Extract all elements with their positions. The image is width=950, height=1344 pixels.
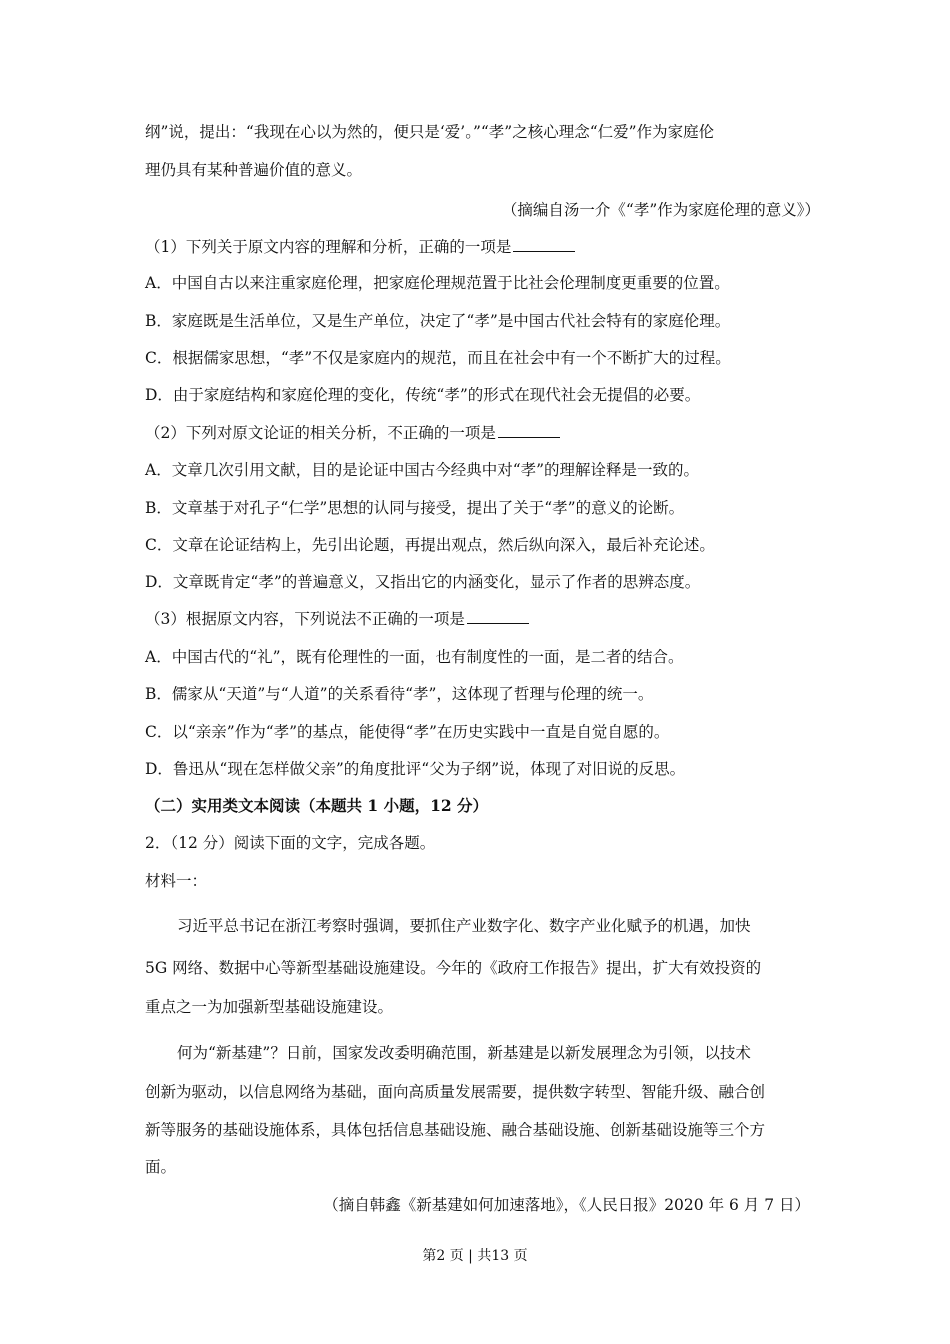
option-c: C．文章在论证结构上，先引出论题，再提出观点，然后纵向深入，最后补充论述。 xyxy=(145,536,715,554)
page-footer: 第2 页 | 共13 页 xyxy=(422,1248,528,1264)
paragraph-line: 重点之一为加强新型基础设施建设。 xyxy=(145,998,394,1016)
question-stem: （2）下列对原文论证的相关分析，不正确的一项是 xyxy=(145,423,560,443)
option-d: D．文章既肯定“孝”的普遍意义，又指出它的内涵变化，显示了作者的思辨态度。 xyxy=(145,573,701,591)
paragraph-line: 创新为驱动，以信息网络为基础，面向高质量发展需要，提供数字转型、智能升级、融合创 xyxy=(145,1083,766,1101)
option-b: B．家庭既是生活单位，又是生产单位，决定了“孝”是中国古代社会特有的家庭伦理。 xyxy=(145,312,731,330)
option-c: C．根据儒家思想，“孝”不仅是家庭内的规范，而且在社会中有一个不断扩大的过程。 xyxy=(145,349,731,367)
paragraph-line: 习近平总书记在浙江考察时强调，要抓住产业数字化、数字产业化赋予的机遇，加快 xyxy=(177,917,751,935)
option-a: A．中国古代的“礼”，既有伦理性的一面，也有制度性的一面，是二者的结合。 xyxy=(145,648,684,666)
paragraph-line: 何为“新基建”？日前，国家发改委明确范围，新基建是以新发展理念为引领，以技术 xyxy=(177,1044,751,1062)
option-a: A．中国自古以来注重家庭伦理，把家庭伦理规范置于比社会伦理制度更重要的位置。 xyxy=(145,274,730,292)
passage-line: 纲”说，提出：“我现在心以为然的，便只是‘爱’。”“孝”之核心理念“仁爱”作为家庭伦 xyxy=(145,123,715,141)
option-b: B．儒家从“天道”与“人道”的关系看待“孝”，这体现了哲理与伦理的统一。 xyxy=(145,685,654,703)
option-a: A．文章几次引用文献，目的是论证中国古今经典中对“孝”的理解诠释是一致的。 xyxy=(145,461,700,479)
answer-blank[interactable] xyxy=(513,237,575,252)
option-d: D．鲁迅从“现在怎样做父亲”的角度批评“父为子纲”说，体现了对旧说的反思。 xyxy=(145,760,686,778)
answer-blank[interactable] xyxy=(467,609,529,624)
option-d: D．由于家庭结构和家庭伦理的变化，传统“孝”的形式在现代社会无提倡的必要。 xyxy=(145,386,701,404)
paragraph-line: 5G 网络、数据中心等新型基础设施建设。今年的《政府工作报告》提出，扩大有效投资的 xyxy=(145,959,762,977)
paragraph-line: 面。 xyxy=(145,1158,177,1176)
option-c: C．以“亲亲”作为“孝”的基点，能使得“孝”在历史实践中一直是自觉自愿的。 xyxy=(145,723,670,741)
paragraph-line: 新等服务的基础设施体系，具体包括信息基础设施、融合基础设施、创新基础设施等三个方 xyxy=(145,1121,766,1139)
section-heading: （二）实用类文本阅读（本题共 1 小题，12 分） xyxy=(145,796,489,815)
question-intro: 2．（12 分）阅读下面的文字，完成各题。 xyxy=(145,834,436,852)
passage-source: （摘编自汤一介《“孝”作为家庭伦理的意义》） xyxy=(501,201,820,219)
question-stem: （3）根据原文内容，下列说法不正确的一项是 xyxy=(145,609,529,629)
material-source: （摘自韩鑫《新基建如何加速落地》，《人民日报》2020 年 6 月 7 日） xyxy=(323,1196,810,1214)
material-label: 材料一： xyxy=(145,872,208,890)
question-stem: （1）下列关于原文内容的理解和分析，正确的一项是 xyxy=(145,237,575,257)
option-b: B．文章基于对孔子“仁学”思想的认同与接受，提出了关于“孝”的意义的论断。 xyxy=(145,499,685,517)
answer-blank[interactable] xyxy=(498,423,560,438)
passage-line: 理仍具有某种普遍价值的意义。 xyxy=(145,161,363,179)
